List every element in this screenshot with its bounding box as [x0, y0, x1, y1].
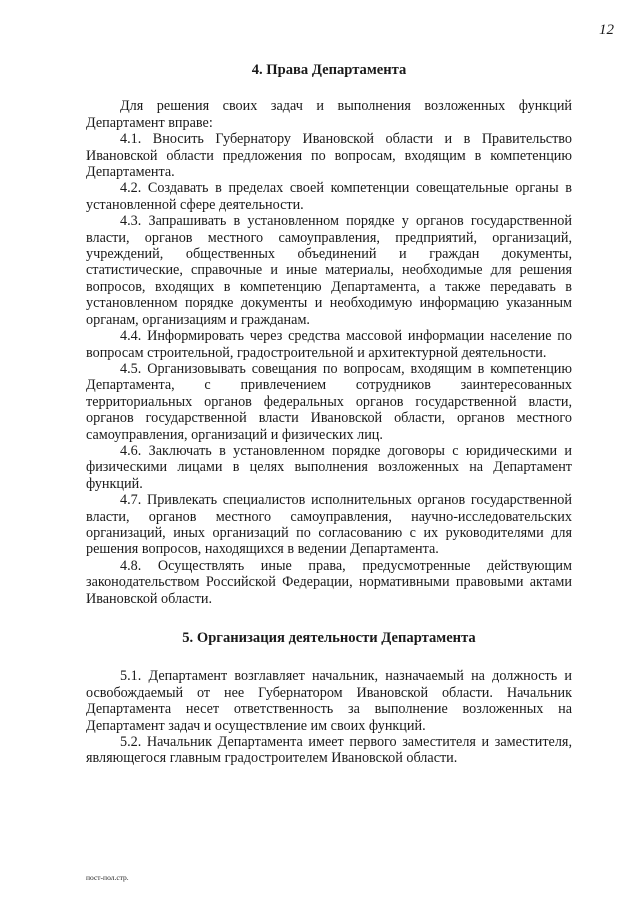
- paragraph-4-2: 4.2. Создавать в пределах своей компетенции совещательные органы в установленной сфере деятельности.: [86, 180, 572, 213]
- paragraph-4-4: 4.4. Информировать через средства массовой информации население по вопросам строительной, градостроительной и архитектурной деятельности.: [86, 328, 572, 361]
- paragraph-4-3: 4.3. Запрашивать в установленном порядке у органов государственной власти, органов местного самоуправления, предприятий, организаций, учреждений, общественных объединений и граждан документы, статистические, справочные и иные материалы, необходимые для решения вопросов, входящих в компетенцию Департамента, а также передавать в установленном порядке документы и необходимую информацию указанным органам, организациям и гражданам.: [86, 213, 572, 328]
- paragraph-4-1: 4.1. Вносить Губернатору Ивановской области и в Правительство Ивановской области предложения по вопросам, входящим в компетенцию Департамента.: [86, 131, 572, 181]
- paragraph-4-5: 4.5. Организовывать совещания по вопросам, входящим в компетенцию Департамента, с привлечением сотрудников заинтересованных территориальных органов федеральных органов государственной власти, органов государственной власти Ивановской области, органов местного самоуправления, организаций и физических лиц.: [86, 360, 572, 443]
- paragraph-4-7: 4.7. Привлекать специалистов исполнительных органов государственной власти, органов местного самоуправления, научно-исследовательских организаций, иных организаций по согласованию с их руководителями для решения вопросов, находящихся в ведении Департамента.: [86, 492, 572, 558]
- section-5-heading: 5. Организация деятельности Департамента: [182, 630, 476, 646]
- page-number: 12: [599, 22, 614, 38]
- paragraph-4-8: 4.8. Осуществлять иные права, предусмотренные действующим законодательством Российской Федерации, нормативными правовыми актами Ивановской области.: [86, 557, 572, 607]
- paragraph-5-2: 5.2. Начальник Департамента имеет первого заместителя и заместителя, являющегося главным градостроителем Ивановской области.: [86, 734, 572, 767]
- footer-note: пост-пол.стр.: [86, 873, 129, 882]
- paragraph-4-intro: Для решения своих задач и выполнения возложенных функций Департамент вправе:: [86, 98, 572, 131]
- paragraph-4-6: 4.6. Заключать в установленном порядке договоры с юридическими и физическими лицами в целях выполнения возложенных на Департамент функций.: [86, 442, 572, 492]
- section-5-body: [86, 668, 572, 766]
- document-body: [86, 62, 572, 767]
- section-4-heading: 4. Права Департамента: [251, 62, 407, 78]
- paragraph-5-1: 5.1. Департамент возглавляет начальник, назначаемый на должность и освобождаемый от нее Губернатором Ивановской области. Начальник Департамента несет ответственность за выполнение возложенных на Департамент задач и осуществление им своих функций.: [86, 668, 572, 734]
- section-4-body: [86, 98, 572, 607]
